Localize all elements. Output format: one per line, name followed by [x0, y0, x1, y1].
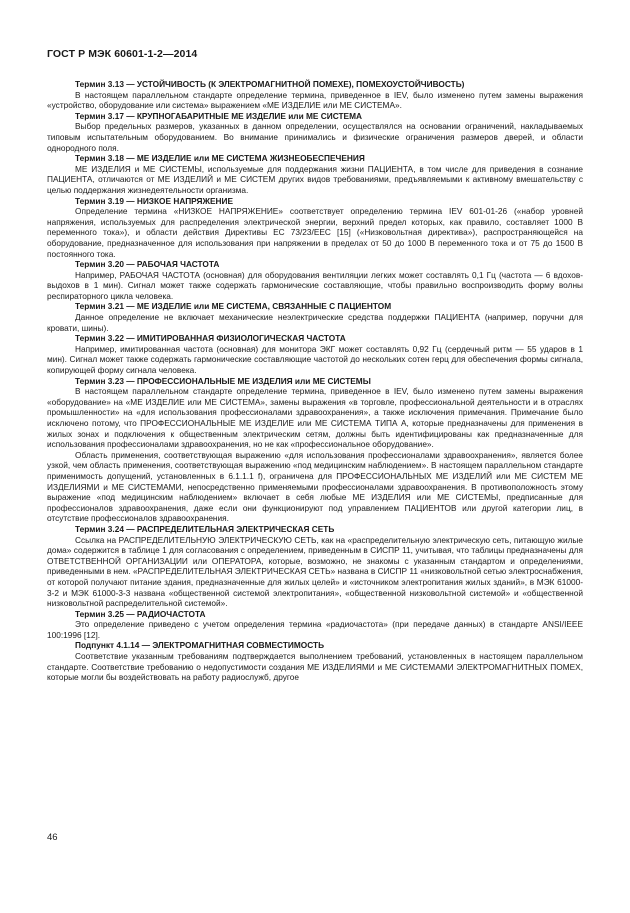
paragraph: В настоящем параллельном стандарте определение термина, приведенное в IEV, было изменено путем замены выражения «оборудование» на «МЕ ИЗДЕЛИЕ или МЕ СИСТЕМА», замены выражения «в торговле, профессиональной деятельности и в отраслях промышленности» на «для использования профессионалами здравоохранения», а также исключения примечания. Примечание было исключено потому, что ПРОФЕССИОНАЛЬНЫЕ МЕ ИЗДЕЛИЕ или МЕ СИСТЕМА ТИПА А, которые предназначены для применения в жилых зонах и подключения к общественным электрическим сетям, должны быть идентифицированы как предназначенные для использования профессионалами здравоохранения, но не как «профессиональное оборудование». — [47, 386, 583, 450]
term-heading: Термин 3.22 — ИМИТИРОВАННАЯ ФИЗИОЛОГИЧЕСКАЯ ЧАСТОТА — [75, 333, 346, 344]
term-heading: Термин 3.19 — НИЗКОЕ НАПРЯЖЕНИЕ — [75, 195, 233, 206]
paragraph: Это определение приведено с учетом определения термина «радиочастота» (при передаче данных) в стандарте ANSI/IEEE 100:1996 [12]. — [47, 619, 583, 640]
section — [47, 196, 583, 260]
section — [47, 301, 583, 333]
paragraph: Данное определение не включает механические неэлектрические средства поддержки ПАЦИЕНТА (например, поручни для кровати, шины). — [47, 312, 583, 333]
section — [47, 376, 583, 524]
page-number: 46 — [47, 832, 58, 843]
section — [47, 111, 583, 153]
section — [47, 640, 583, 682]
paragraph: Например, имитированная частота (основная) для монитора ЭКГ может составлять 0,92 Гц (сердечный ритм — 55 ударов в 1 мин). Сигнал может также содержать гармонические составляющие частотой до нескольких сотен герц для обеспечения формы сигнала, копирующей форму сигнала человека. — [47, 343, 583, 376]
paragraph: Соответствие указанным требованиям подтверждается выполнением требований, установленных в настоящем параллельном стандарте. Соответствие требованию о недопустимости создания МЕ ИЗДЕЛИЯМИ и МЕ СИСТЕМАМИ ЭЛЕКТРОМАГНИТНЫХ ПОМЕХ, которые могли бы воздействовать на работу радиослужб, другое — [47, 651, 583, 683]
paragraph: В настоящем параллельном стандарте определение термина, приведенное в IEV, было изменено путем замены выражения «устройство, оборудование или система» выражением «МЕ ИЗДЕЛИЕ или МЕ СИСТЕМА». — [47, 89, 583, 111]
section — [47, 259, 583, 301]
term-heading: Термин 3.18 — МЕ ИЗДЕЛИЕ или МЕ СИСТЕМА ЖИЗНЕОБЕСПЕЧЕНИЯ — [75, 153, 365, 164]
section — [47, 609, 583, 641]
paragraph: МЕ ИЗДЕЛИЯ и МЕ СИСТЕМЫ, используемые для поддержания жизни ПАЦИЕНТА, в том числе для приведения в сознание ПАЦИЕНТА, отличаются от МЕ ИЗДЕЛИЙ и МЕ СИСТЕМ других видов требованиями, предъявляемыми к активному вмешательству с целью поддержания жизнедеятельности организма. — [47, 163, 583, 195]
term-heading: Термин 3.21 — МЕ ИЗДЕЛИЕ или МЕ СИСТЕМА, СВЯЗАННЫЕ С ПАЦИЕНТОМ — [75, 301, 392, 312]
paragraph: Например, РАБОЧАЯ ЧАСТОТА (основная) для оборудования вентиляции легких может составлять 0,1 Гц (частота — 6 вдохов-выдохов в 1 мин). Сигнал может также содержать гармонические составляющие, чтобы правильно воспроизводить форму волны респираторного цикла человека. — [47, 269, 583, 301]
term-heading: Термин 3.13 — УСТОЙЧИВОСТЬ (К ЭЛЕКТРОМАГНИТНОЙ ПОМЕХЕ), ПОМЕХОУСТОЙЧИВОСТЬ) — [75, 79, 465, 89]
term-heading: Термин 3.23 — ПРОФЕССИОНАЛЬНЫЕ МЕ ИЗДЕЛИЯ или МЕ СИСТЕМЫ — [75, 375, 371, 386]
section — [47, 524, 583, 609]
section — [47, 153, 583, 195]
section — [47, 333, 583, 375]
term-heading: Термин 3.20 — РАБОЧАЯ ЧАСТОТА — [75, 259, 220, 270]
term-heading: Термин 3.17 — КРУПНОГАБАРИТНЫЕ МЕ ИЗДЕЛИЕ или МЕ СИСТЕМА — [75, 110, 362, 121]
term-heading: Термин 3.24 — РАСПРЕДЕЛИТЕЛЬНАЯ ЭЛЕКТРИЧЕСКАЯ СЕТЬ — [75, 523, 335, 534]
paragraph: Ссылка на РАСПРЕДЕЛИТЕЛЬНУЮ ЭЛЕКТРИЧЕСКУЮ СЕТЬ, как на «распределительную электрическую сеть, питающую жилые дома» содержится в таблице 1 для согласования с определением, приведенным в СИСПР 11, учитывая, что таблицы предназначены для ОТВЕТСТВЕННОЙ ОРГАНИЗАЦИИ или ОПЕРАТОРА, которые, возможно, не знакомы с указанным стандартом и определениями, приведенными в нем. «РАСПРЕДЕЛИТЕЛЬНАЯ ЭЛЕКТРИЧЕСКАЯ СЕТЬ» названа в СИСПР 11 «низковольтной сетью электроснабжения, от которой получают питание здания, предназначенные для жилых целей» и «источником электропитания жилых зданий», в МЭК 61000-3-2 и МЭК 61000-3-3 названа «общественной системой электропитания», «общественной низковольтной системой» и «общественной низковольтной распределительной системой». — [47, 534, 583, 609]
paragraph: Выбор предельных размеров, указанных в данном определении, осуществлялся на основании ограничений, накладываемых типовым испытательным оборудованием. Во внимание принимались и физические ограничения размеров дверей, и области однородного поля. — [47, 121, 583, 153]
term-heading: Термин 3.25 — РАДИОЧАСТОТА — [75, 608, 206, 619]
paragraph: Область применения, соответствующая выражению «для использования профессионалами здравоохранения», является более узкой, чем область применения, соответствующая выражению «под медицинским наблюдением». В настоящем параллельном стандарте применимость допущений, установленных в 6.1.1.1 f), ограничена для ПРОФЕССИОНАЛЬНЫХ МЕ ИЗДЕЛИЙ или МЕ СИСТЕМ МЕ ИЗДЕЛИЯМИ и МЕ СИСТЕМАМИ, непосредственно применяемыми профессионалами здравоохранения. В противоположность этому выражение «под медицинским наблюдением» включает в себя любые МЕ ИЗДЕЛИЯ или МЕ СИСТЕМЫ, предписанные для профессионалов здравоохранения, даже если они функционируют под управлением ПАЦИЕНТОВ или другой категории лиц, в отсутствие профессионалов здравоохранения. — [47, 449, 583, 524]
paragraph: Определение термина «НИЗКОЕ НАПРЯЖЕНИЕ» соответствует определению термина IEV 601-01-26 («набор уровней напряжения, используемых для распределения электрической энергии, верхний предел которых, как правило, составляет 1000 В переменного тока»), и области действия Директивы ЕС 73/23/ЕЕС [15] («Низковольтная директива»), распространяющейся на оборудование, предназначенное для использования при напряжении в пределах от 50 до 1000 В переменного тока и от 75 до 1500 В постоянного тока. — [47, 206, 583, 259]
term-heading: Подпункт 4.1.14 — ЭЛЕКТРОМАГНИТНАЯ СОВМЕСТИМОСТЬ — [75, 640, 325, 651]
document-header: ГОСТ Р МЭК 60601-1-2—2014 — [47, 48, 198, 60]
document-body — [47, 79, 583, 683]
section — [47, 79, 583, 111]
